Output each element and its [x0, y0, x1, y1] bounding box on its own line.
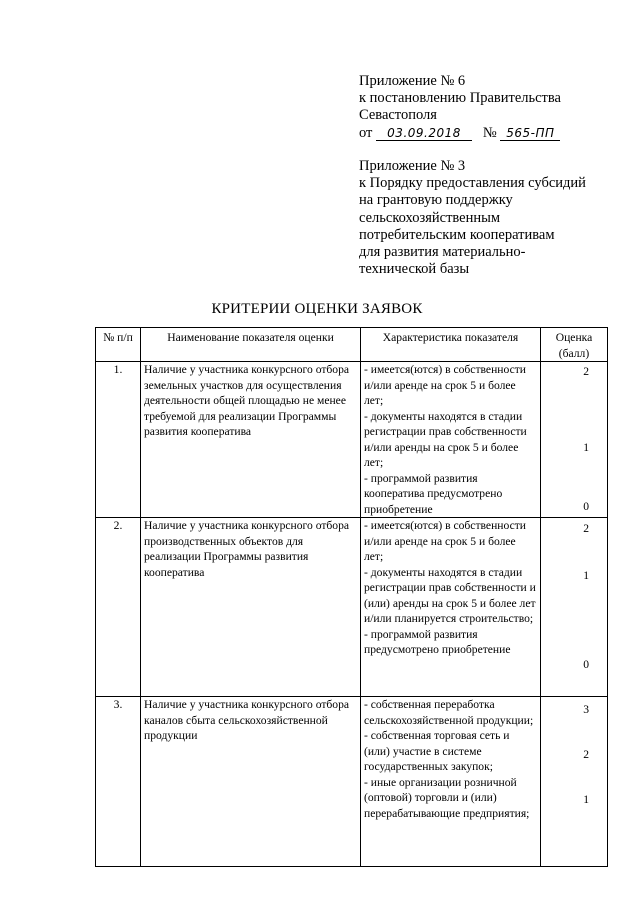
indicator-name: Наличие у участника конкурсного отбора производственных объектов для реализации Программы развития кооператива: [141, 518, 361, 697]
appendix-3-line-6: для развития материально-: [359, 244, 526, 261]
characteristic-item: - программой развития предусмотрено приобретение: [364, 627, 511, 656]
date-number-line: [359, 125, 561, 142]
appendix-6-block: [359, 73, 561, 142]
document-date: 03.09.2018: [376, 126, 472, 141]
resolution-reference: к постановлению Правительства: [359, 90, 561, 107]
appendix-3-line-4: сельскохозяйственным: [359, 209, 501, 226]
column-header-number: № п/п: [96, 328, 141, 362]
score-cell: [541, 697, 608, 867]
row-number: 3.: [96, 697, 141, 867]
appendix-3-title: Приложение № 3: [359, 158, 466, 174]
table-row: [96, 697, 608, 867]
indicator-name: Наличие у участника конкурсного отбора каналов сбыта сельскохозяйственной продукции: [141, 697, 361, 867]
indicator-characteristic: [361, 362, 541, 518]
table-header-row: [96, 328, 608, 362]
score-value: 3: [583, 703, 589, 716]
appendix-3-line-5: потребительским кооперативам: [359, 226, 555, 243]
score-value: 1: [583, 441, 589, 454]
characteristic-item: - собственная торговая сеть и (или) участие в системе государственных закупок;: [364, 729, 510, 773]
appendix-3-line-3: на грантовую поддержку: [359, 192, 513, 209]
score-value: 0: [583, 500, 589, 513]
column-header-name: Наименование показателя оценки: [141, 328, 361, 362]
characteristic-item: - имеется(ются) в собственности и/или аренде на срок 5 и более лет;: [364, 519, 526, 563]
city-name: Севастополя: [359, 107, 437, 124]
column-header-score: Оценка (балл): [541, 328, 608, 362]
characteristic-item: - иные организации розничной (оптовой) торговли и (или) перерабатывающие предприятия;: [364, 775, 530, 820]
criteria-table: [95, 327, 608, 867]
score-value: 2: [583, 748, 589, 761]
score-value: 1: [583, 793, 589, 806]
document-number: 565-ПП: [500, 126, 560, 141]
score-value: 2: [583, 522, 589, 535]
number-prefix: №: [482, 124, 497, 141]
appendix-3-line-2: к Порядку предоставления субсидий: [359, 175, 586, 192]
appendix-3-line-7: технической базы: [359, 261, 470, 278]
characteristic-item: - имеется(ются) в собственности и/или аренде на срок 5 и более лет;: [364, 363, 526, 407]
table-row: [96, 518, 608, 697]
indicator-characteristic: [361, 697, 541, 867]
appendix-3-block: [359, 158, 586, 278]
score-value: 2: [583, 365, 589, 378]
characteristic-item: - документы находятся в стадии регистрации прав собственности и (или) аренды на срок 5 и более лет и/или планируется строительство;: [364, 565, 536, 625]
score-value: 1: [583, 569, 589, 582]
score-value: 0: [583, 658, 589, 671]
appendix-6-title: Приложение № 6: [359, 73, 466, 89]
indicator-characteristic: [361, 518, 541, 697]
indicator-name: Наличие у участника конкурсного отбора земельных участков для осуществления деятельности общей площадью не менее требуемой для реализации Программы развития кооператива: [141, 362, 361, 518]
table-row: [96, 362, 608, 518]
row-number: 1.: [96, 362, 141, 518]
characteristic-item: - программой развития кооператива предусмотрено приобретение: [364, 471, 503, 516]
column-header-characteristic: Характеристика показателя: [361, 328, 541, 362]
score-cell: [541, 518, 608, 697]
row-number: 2.: [96, 518, 141, 697]
characteristic-item: - собственная переработка сельскохозяйственной продукции;: [364, 698, 534, 727]
document-title: КРИТЕРИИ ОЦЕНКИ ЗАЯВОК: [211, 301, 423, 317]
characteristic-item: - документы находятся в стадии регистрации прав собственности и/или аренды на срок 5 и более лет;: [364, 409, 527, 469]
date-prefix: от: [359, 124, 373, 141]
score-cell: [541, 362, 608, 518]
